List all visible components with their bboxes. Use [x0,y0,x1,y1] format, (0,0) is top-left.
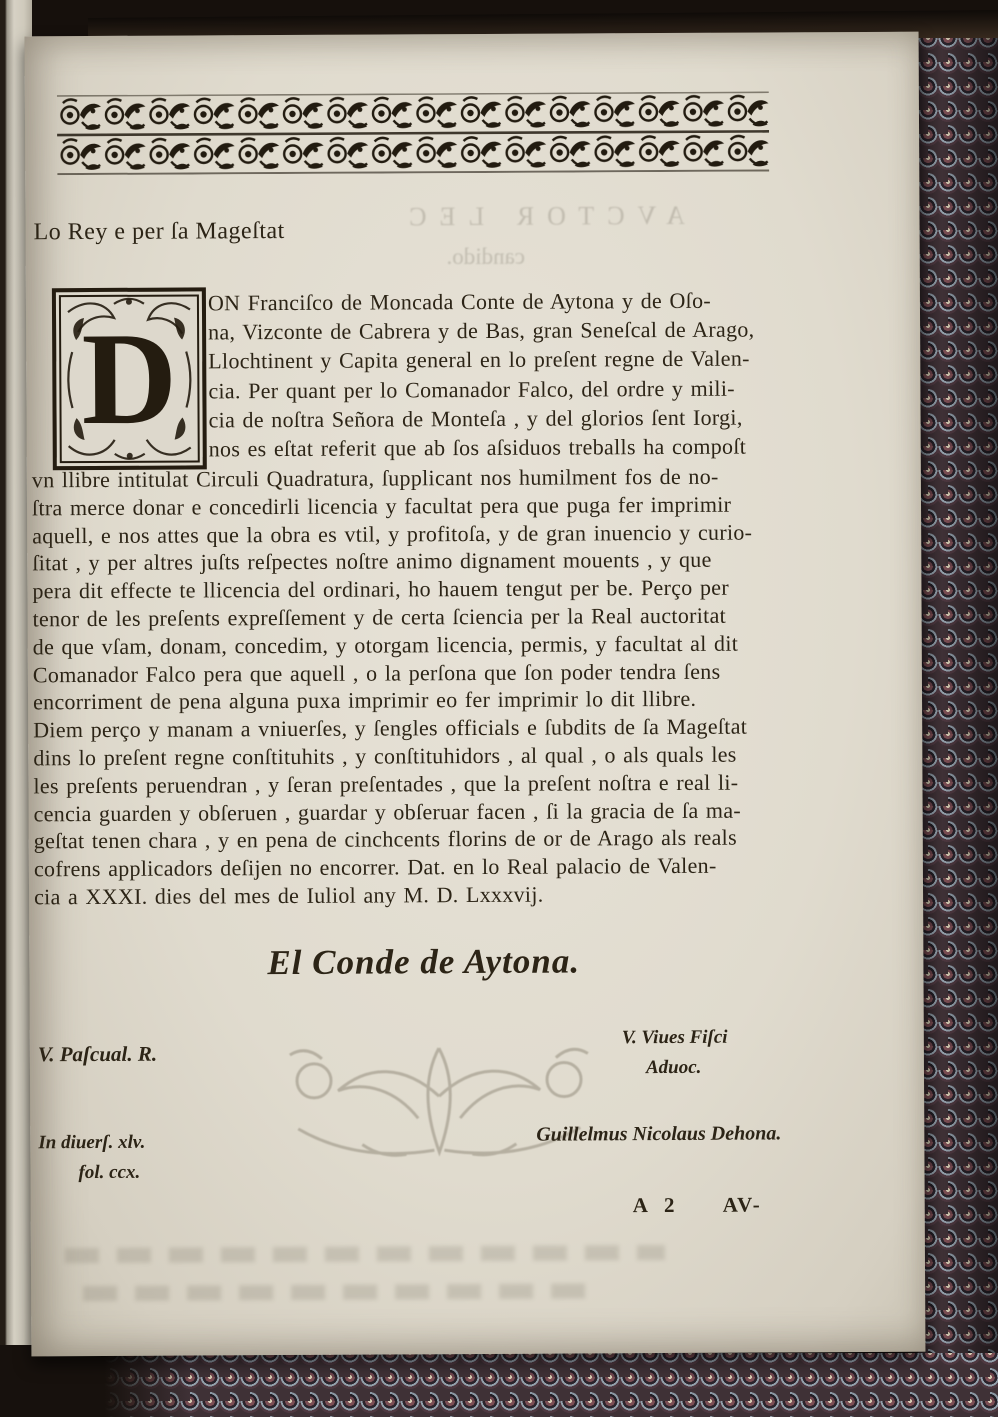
right-official-signature-line2: Aduoc. [645,1056,702,1079]
gathering-signature-mark: A 2 [632,1192,681,1218]
text-line: les preſents peruendran , y ſeran preſentades , que la preſent noſtra e real li- [33,769,739,799]
text-line: cofrens applicadors deſijen no encorrer. Dat. en lo Real palacio de Valen- [33,852,717,882]
text-line: Diem perço y manam a vniuerſes, y ſengles officials e ſubdits de ſa Mageſtat [33,713,748,743]
text-line: dins lo preſent regne conſtituhits , y conſtituhidors , al qual , o als quals les [33,741,737,771]
bleedthrough-verso-subtitle: candido. [446,243,526,270]
right-official-signature-line1: V. Viues Fiſci [621,1026,728,1049]
text-line: encorriment de pena alguna puxa imprimir eo fer imprimir lo dit llibre. [32,686,697,715]
text-line: Llochtinent y Capita general en lo preſent regne de Valen- [208,345,750,374]
page-heading: Lo Rey e per ſa Mageſtat [33,217,285,246]
marbled-endpaper-bottom [60,1353,998,1417]
catchword: AV- [722,1192,762,1217]
text-line: aquell, e nos attes que la obra es vtil, y profitoſa, y de gran inuencio y curio- [32,519,753,548]
register-note-line2: fol. ccx. [78,1161,141,1184]
text-line: cia de noſtra Señora de Monteſa , y del glorios ſent Iorgi, [208,404,743,433]
text-line: cia. Per quant per lo Comanador Falco, del ordre y mili- [208,375,735,404]
paragraph-beside-initial [208,286,755,464]
drop-cap-letter: D [81,304,178,453]
text-line: pera dit effecte te llicencia del ordinari, ho hauem tengut per be. Perço per [32,574,729,604]
text-line: ſitat , y per altres juſts reſpectes noſtre animo dignament mouents , y que [32,547,712,576]
register-note-line1: In diuerſ. xlv. [38,1131,146,1154]
text-line: de que vſam, donam, concedim, y otorgam licencia, permis, y facultat al dit [32,630,739,660]
text-line: na, Vizconte de Cabrera y de Bas, gran Seneſcal de Arago, [208,316,755,345]
text-line: tenor de les preſents expreſſement y de certa ſciencia per la Real auctoritat [32,602,727,632]
text-line: ON Franciſco de Moncada Conte de Aytona y de Oſo- [207,287,712,316]
text-line: Comanador Falco pera que aquell , o la perſona que ſon poder tendra ſens [32,658,721,687]
text-line: cia a XXXI. dies del mes de Iuliol any M. D. Lxxxvij. [33,881,544,910]
headpiece-ornament [57,91,769,175]
bleedthrough-verso-title: AVCTOR LEC [396,200,685,232]
text-line: geſtat tenen chara , y en pena de cinchcents florins de or de Arago als reals [33,824,737,854]
woodcut-initial-block [52,287,207,470]
printed-page [25,32,926,1357]
bleedthrough-foot-line1 [65,1245,665,1263]
countersignature: El Conde de Aytona. [267,941,581,983]
left-official-signature: V. Paſcual. R. [37,1041,158,1067]
text-line: cencia guarden y obſeruen , guardar y obſeruar facen , ſi la gracia de ſa ma- [33,797,742,826]
paragraph-full-width [32,463,754,912]
text-line: vn llibre intitulat Circuli Quadratura, ſupplicant nos humilment fos de no- [31,463,719,493]
notary-signature: Guillelmus Nicolaus Dehona. [536,1122,782,1146]
text-line: ſtra merce donar e concedirli licencia y facultat pera que puga fer imprimir [31,491,732,521]
marbled-endpaper-right [918,38,998,1417]
tailpiece-ornament [272,1035,607,1169]
bleedthrough-foot-line2 [83,1283,603,1301]
text-line: nos es eſtat referit que ab ſos aſsiduos treballs ha compoſt [208,433,747,462]
